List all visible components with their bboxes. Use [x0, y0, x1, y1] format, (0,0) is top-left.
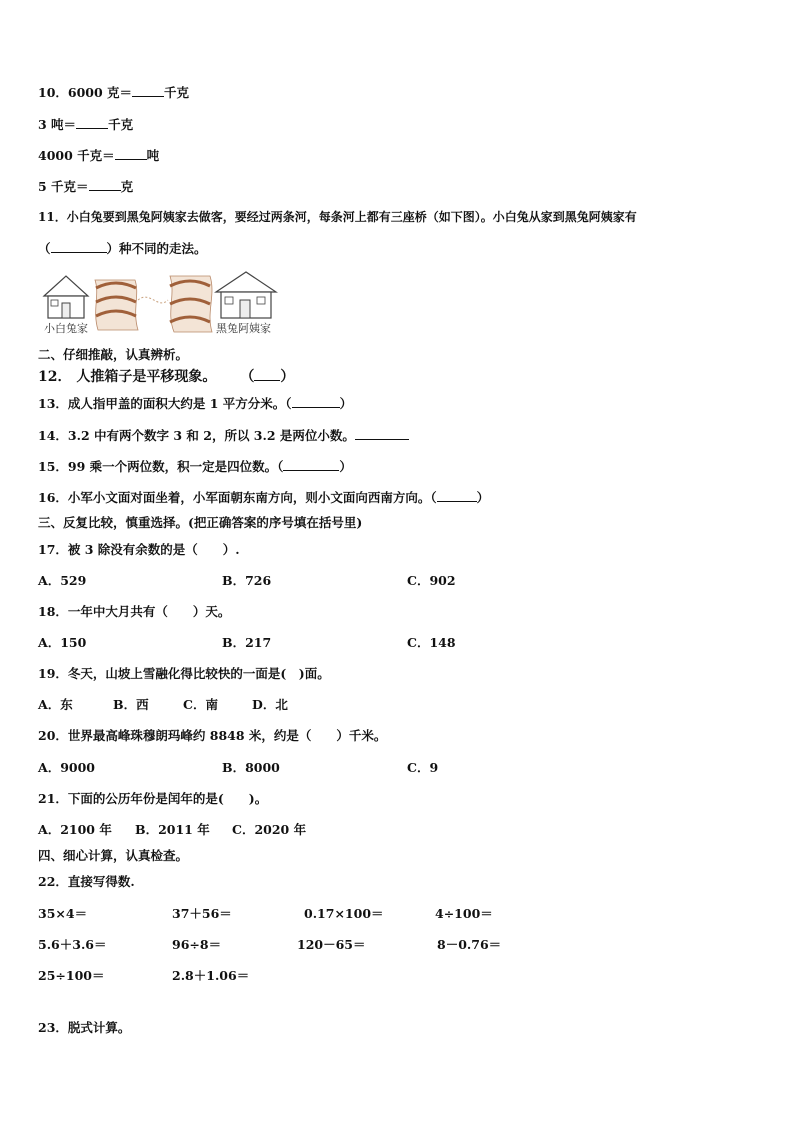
q18-option-b[interactable]: B．217	[222, 635, 272, 650]
rabbit-bridges-illustration	[40, 270, 280, 336]
answer-blank[interactable]	[292, 395, 340, 408]
rabbit-home-label: 小白兔家	[44, 322, 88, 335]
q12	[38, 368, 294, 385]
q17-option-a[interactable]: A．529	[38, 573, 87, 588]
q21-option-c[interactable]: C．2020 年	[232, 822, 307, 837]
calc-item: 0.17×100＝	[304, 906, 384, 921]
q15	[38, 458, 352, 475]
q12-text: 12． 人推箱子是平移现象。	[38, 369, 217, 385]
q16-text: 16．小军小文面对面坐着，小军面朝东南方向，则小文面向西南方向。（	[38, 490, 437, 505]
calc-item: 35×4＝	[38, 906, 88, 921]
q11-close: ）种不同的走法。	[106, 241, 207, 256]
answer-blank[interactable]	[132, 84, 164, 97]
q12-open: （	[240, 369, 255, 385]
q10-line4-unit: 克	[120, 179, 134, 194]
q13	[38, 395, 352, 412]
q20-option-c[interactable]: C．9	[407, 760, 439, 775]
answer-blank[interactable]	[254, 368, 280, 381]
q16-close: ）	[476, 490, 490, 505]
q21-text: 21．下面的公历年份是闰年的是( )。	[38, 791, 268, 806]
answer-blank[interactable]	[76, 116, 108, 129]
calc-item: 4÷100＝	[435, 906, 493, 921]
q21-option-b[interactable]: B．2011 年	[135, 822, 210, 837]
q22-text: 22．直接写得数.	[38, 874, 135, 889]
q11-line2	[38, 240, 207, 257]
q20-text: 20．世界最高峰珠穆朗玛峰约 8848 米，约是（ ）千米。	[38, 728, 387, 743]
calc-item: 120－65＝	[297, 937, 366, 952]
q10-line1	[38, 84, 189, 101]
answer-blank[interactable]	[115, 147, 147, 160]
q10-line4-text: 5 千克＝	[38, 179, 89, 194]
q19-option-c[interactable]: C．南	[183, 697, 218, 712]
q10-line2-unit: 千克	[108, 117, 134, 132]
calc-item: 37＋56＝	[172, 906, 232, 921]
q17-option-b[interactable]: B．726	[222, 573, 272, 588]
calc-item: 25÷100＝	[38, 968, 105, 983]
calc-item: 5.6＋3.6＝	[38, 937, 107, 952]
q20-option-a[interactable]: A．9000	[38, 760, 95, 775]
q17-option-c[interactable]: C．902	[407, 573, 456, 588]
q16	[38, 489, 489, 506]
section3-heading: 三、反复比较，慎重选择。(把正确答案的序号填在括号里)	[38, 515, 363, 530]
q13-close: ）	[339, 396, 353, 411]
q15-text: 15．99 乘一个两位数，积一定是四位数。（	[38, 459, 284, 474]
q19-option-a[interactable]: A．东	[38, 697, 73, 712]
answer-blank[interactable]	[437, 489, 477, 502]
q11-open: （	[38, 241, 51, 256]
q14	[38, 427, 409, 444]
q10-line2-text: 3 吨＝	[38, 117, 77, 132]
q13-text: 13．成人指甲盖的面积大约是 1 平方分米。（	[38, 396, 292, 411]
section4-heading: 四、细心计算，认真检查。	[38, 848, 189, 863]
q12-close: ）	[280, 369, 295, 385]
q18-text: 18．一年中大月共有（ ）天。	[38, 604, 231, 619]
calc-item: 96÷8＝	[172, 937, 222, 952]
q14-text: 14．3.2 中有两个数字 3 和 2，所以 3.2 是两位小数。	[38, 428, 355, 443]
answer-blank[interactable]	[355, 427, 409, 440]
q18-option-c[interactable]: C．148	[407, 635, 456, 650]
q17-text: 17．被 3 除没有余数的是（ ）.	[38, 542, 240, 557]
q10-line3	[38, 147, 159, 164]
answer-blank[interactable]	[283, 458, 339, 471]
calc-item: 8－0.76＝	[437, 937, 502, 952]
q23-text: 23．脱式计算。	[38, 1020, 131, 1035]
q10-line2	[38, 116, 133, 133]
section2-heading: 二、仔细推敲，认真辨析。	[38, 347, 189, 362]
q19-option-b[interactable]: B．西	[113, 697, 149, 712]
q11-text: 11．小白兔要到黑兔阿姨家去做客，要经过两条河，每条河上都有三座桥（如下图）。小白兔从家到黑兔阿姨家有	[38, 210, 637, 224]
q10-line1-text: 10．6000 克＝	[38, 85, 133, 100]
calc-item: 2.8＋1.06＝	[172, 968, 250, 983]
q10-line3-unit: 吨	[146, 148, 160, 163]
q10-line1-unit: 千克	[164, 85, 190, 100]
q19-text: 19．冬天，山坡上雪融化得比较快的一面是( )面。	[38, 666, 330, 681]
q18-option-a[interactable]: A．150	[38, 635, 87, 650]
q21-option-a[interactable]: A．2100 年	[38, 822, 112, 837]
q10-line4	[38, 178, 133, 195]
q10-line3-text: 4000 千克＝	[38, 148, 115, 163]
answer-blank[interactable]	[89, 178, 121, 191]
answer-blank[interactable]	[51, 240, 107, 253]
q19-option-d[interactable]: D．北	[252, 697, 288, 712]
q15-close: ）	[339, 459, 352, 474]
q20-option-b[interactable]: B．8000	[222, 760, 280, 775]
aunt-home-label: 黑兔阿姨家	[216, 322, 271, 335]
